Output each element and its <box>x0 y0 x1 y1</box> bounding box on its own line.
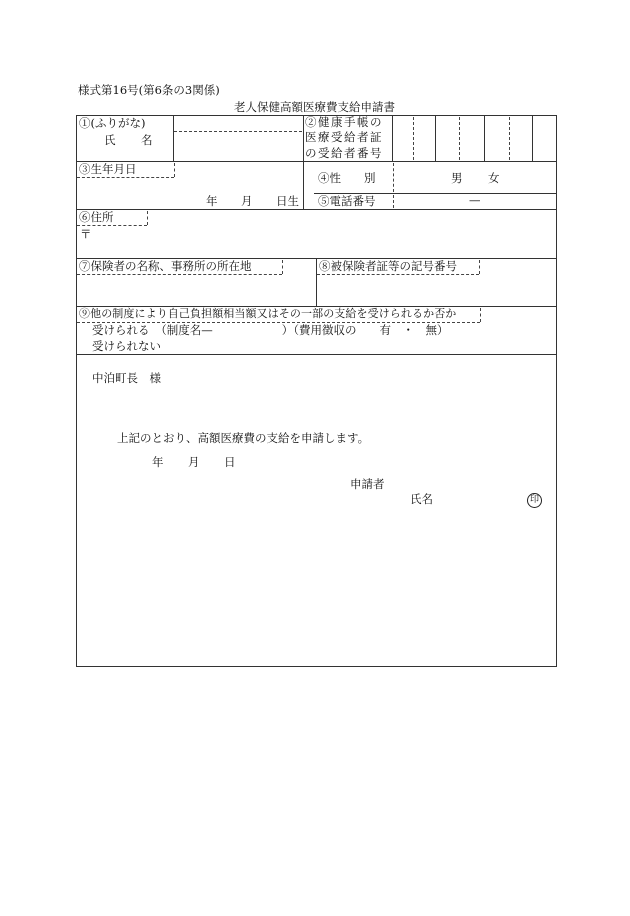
birthdate-day: 日生 <box>276 194 299 208</box>
application-date-month: 月 <box>188 455 200 469</box>
application-date-input[interactable] <box>100 455 240 471</box>
phone-input[interactable] <box>396 195 554 208</box>
row-line-1 <box>76 161 557 162</box>
furigana-separator <box>174 131 302 132</box>
sex-male-option[interactable]: 男 <box>451 171 463 185</box>
insured-number-label-edge <box>479 260 480 274</box>
col-name-divider <box>173 115 174 161</box>
row-line-2 <box>76 209 557 210</box>
insurer-label-underline <box>77 274 282 275</box>
other-system-label-edge <box>480 308 481 322</box>
other-system-label: ⑨他の制度により自己負担額相当額又はその一部の支給を受けられるか否か <box>79 307 457 320</box>
phone-separator <box>393 195 394 208</box>
applicant-name-input[interactable] <box>436 492 521 508</box>
applicant-label: 申請者 <box>350 477 385 491</box>
col-number-end <box>532 115 533 161</box>
other-system-option-yes[interactable]: 受けられる （制度名— ）（費用徴収の 有 ・ 無） <box>92 323 449 337</box>
birthdate-month: 月 <box>241 194 253 208</box>
sex-separator <box>393 163 394 192</box>
insured-number-label-underline <box>317 274 479 275</box>
recipient-number-label-3: の受給者番号 <box>305 146 383 160</box>
col-insurer-divider <box>316 258 317 306</box>
insured-number-input[interactable] <box>319 277 553 304</box>
address-label: ⑥住所 <box>79 210 114 224</box>
insurer-label-edge <box>282 260 283 274</box>
name-label-a: 氏 <box>104 133 116 147</box>
other-system-option-no[interactable]: 受けられない <box>92 339 161 353</box>
col-mid-divider <box>303 115 304 209</box>
frame-bottom-line <box>76 666 557 667</box>
form-number: 様式第16号(第6条の3関係) <box>78 83 220 97</box>
address-input[interactable] <box>96 228 552 256</box>
birthdate-label: ③生年月日 <box>79 162 137 176</box>
insurer-label: ⑦保険者の名称、事務所の所在地 <box>79 259 252 273</box>
birthdate-year: 年 <box>206 194 218 208</box>
address-label-edge <box>147 211 148 225</box>
birthdate-label-underline <box>77 177 174 178</box>
name-input[interactable] <box>176 133 300 159</box>
application-date-day: 日 <box>224 455 236 469</box>
applicant-name-label: 氏名 <box>410 492 433 506</box>
insurer-input[interactable] <box>79 277 313 304</box>
name-label-b: 名 <box>141 133 153 147</box>
recipient-number-label-2: 医療受給者証 <box>305 130 383 144</box>
application-date-year: 年 <box>152 455 164 469</box>
phone-dash: — <box>469 193 481 207</box>
address-label-underline <box>77 225 147 226</box>
birthdate-label-edge <box>174 163 175 177</box>
furigana-input[interactable] <box>176 119 300 130</box>
sex-female-option[interactable]: 女 <box>488 171 500 185</box>
insured-number-label: ⑧被保険者証等の記号番号 <box>319 259 457 273</box>
form-title: 老人保健高額医療費支給申請書 <box>234 100 395 114</box>
recipient-number-input[interactable] <box>394 117 531 160</box>
application-statement: 上記のとおり、高額医療費の支給を申請します。 <box>117 431 370 445</box>
col-number-start <box>392 115 393 161</box>
phone-label: ⑤電話番号 <box>318 194 376 208</box>
seal-mark-icon: 印 <box>527 493 542 508</box>
postal-mark: 〒 <box>80 227 92 241</box>
name-furigana-label: ①(ふりがな) <box>79 116 146 130</box>
addressee: 中泊町長 様 <box>92 371 161 385</box>
recipient-number-label-1: ②健康手帳の <box>305 115 383 129</box>
row-line-5 <box>76 354 557 355</box>
frame-left-line <box>76 115 77 666</box>
sex-label: ④性 別 <box>318 171 376 185</box>
birthdate-input[interactable] <box>150 180 300 208</box>
frame-right-line <box>556 115 557 666</box>
